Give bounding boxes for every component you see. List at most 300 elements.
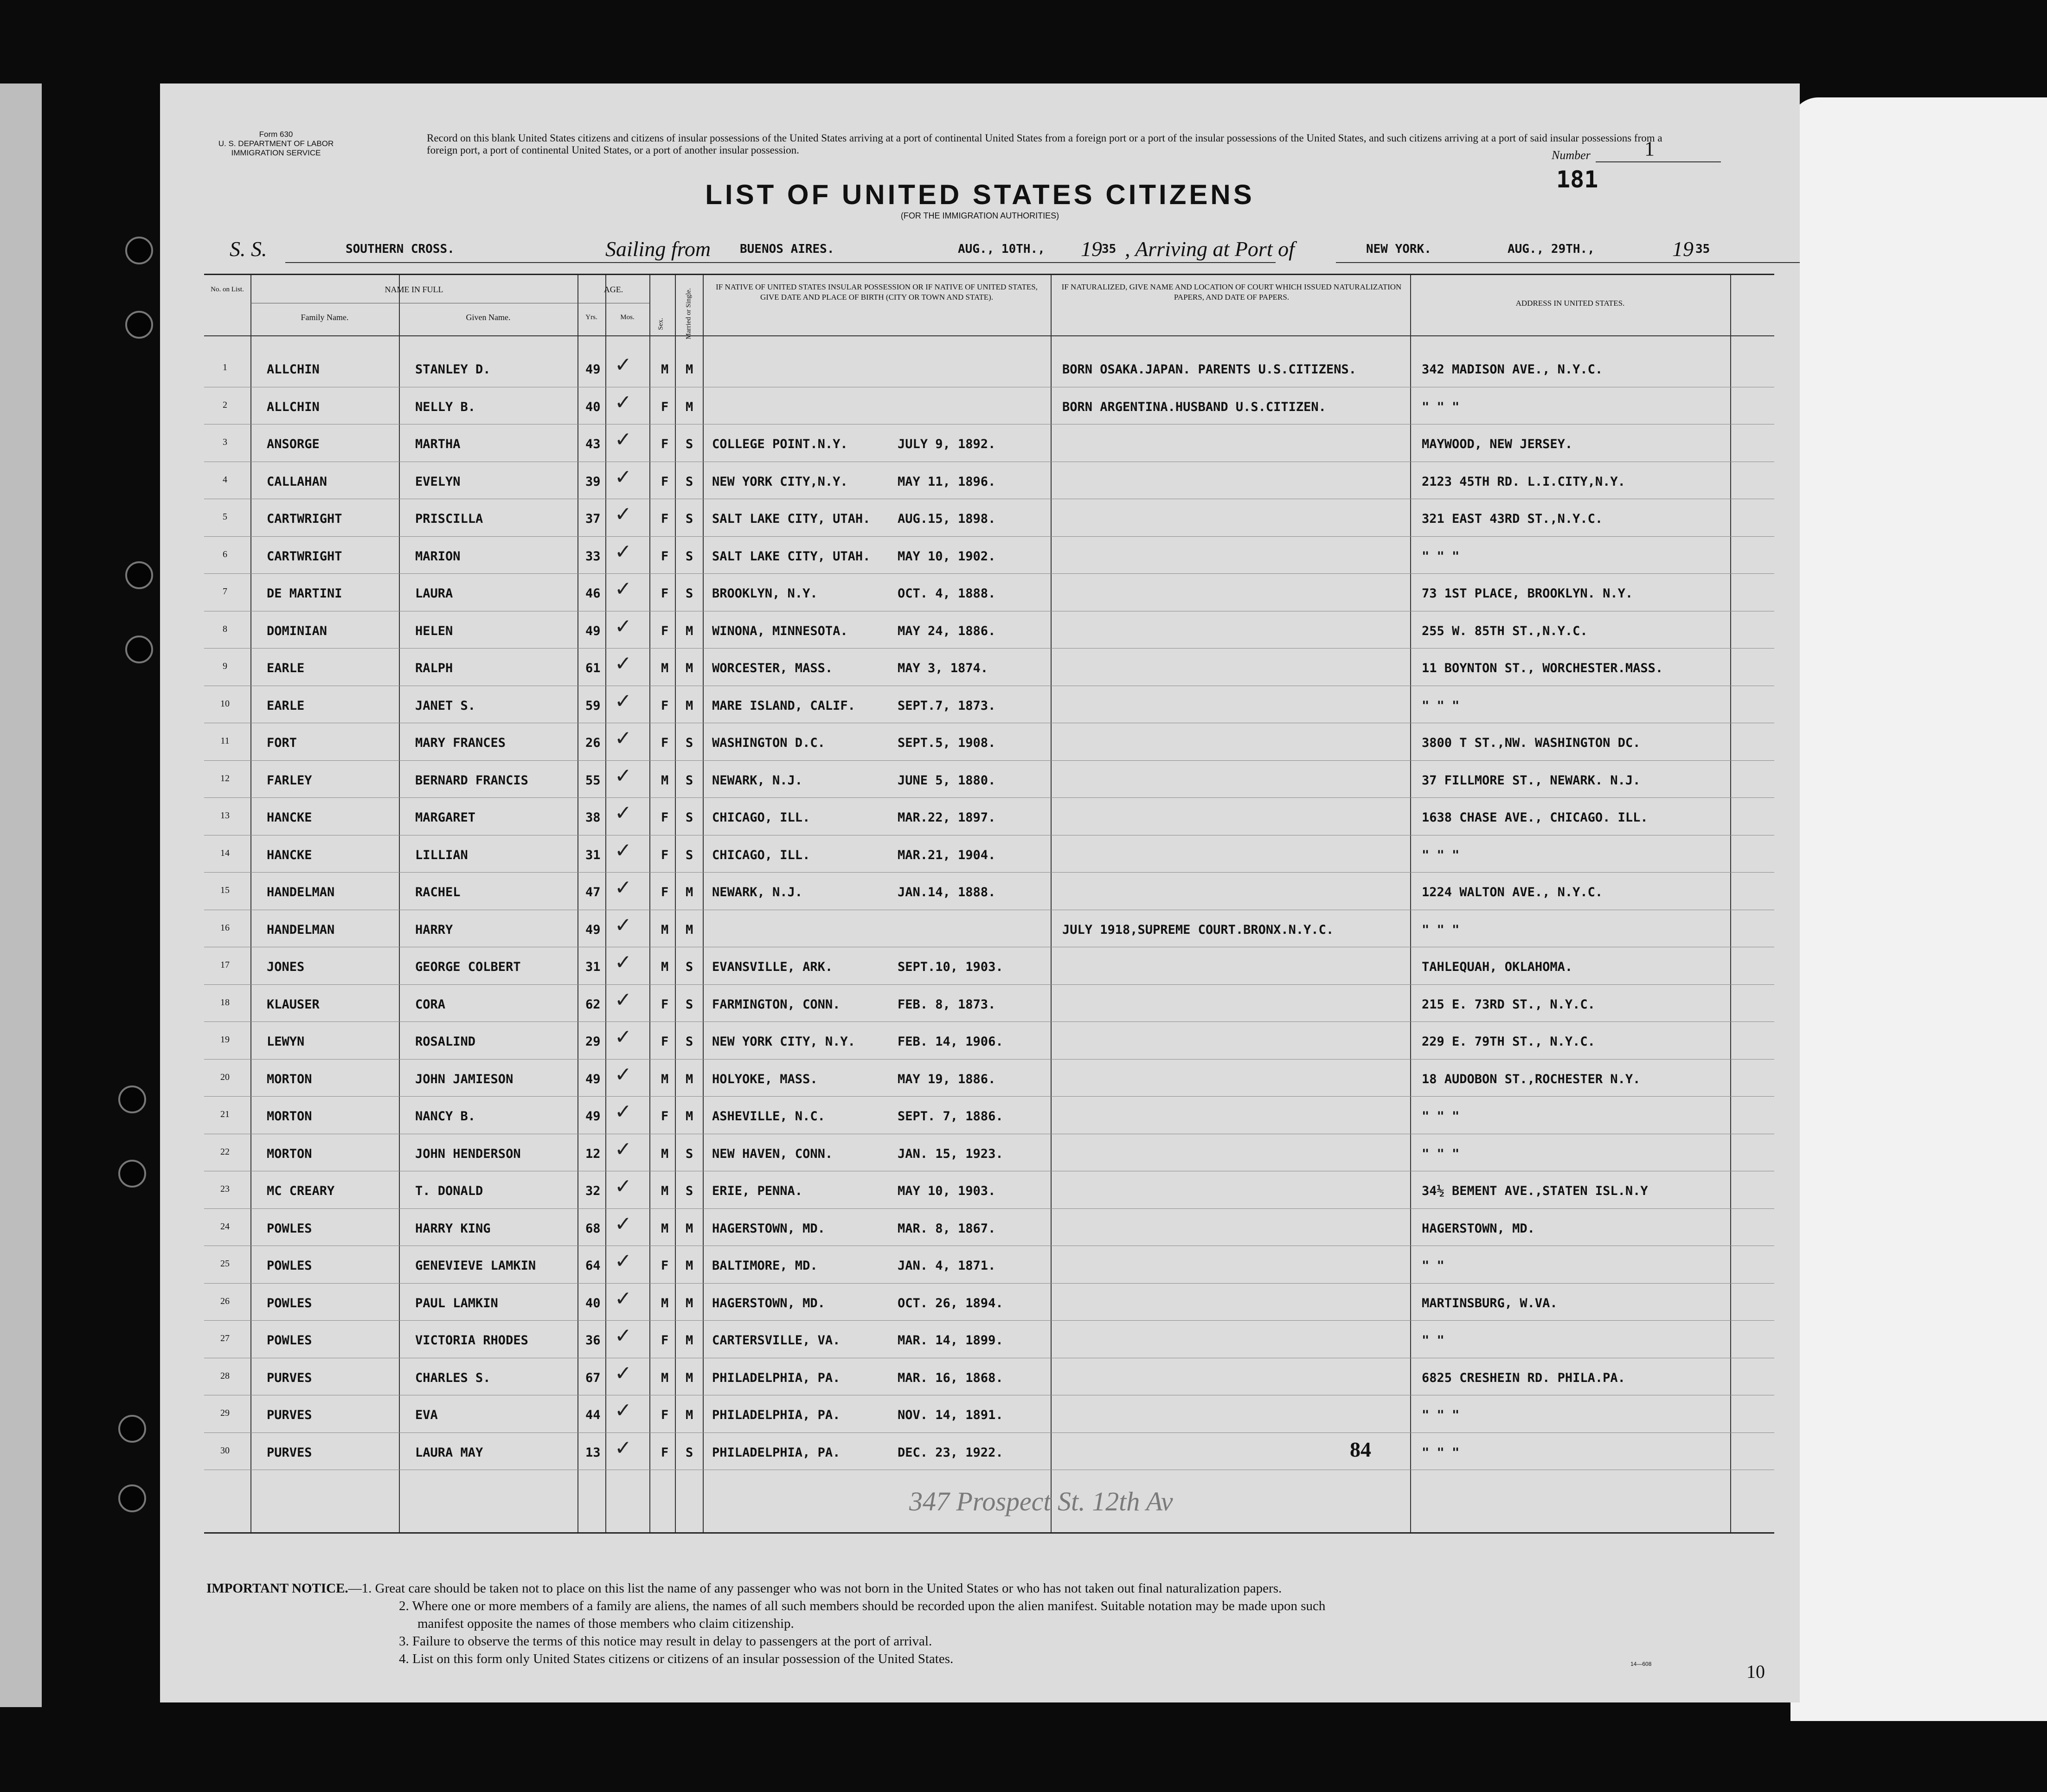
table-row (204, 611, 1774, 648)
given-name: GEORGE COLBERT (415, 960, 521, 974)
age-years: 13 (585, 1445, 601, 1460)
birth-date: OCT. 4, 1888. (898, 586, 996, 601)
age-years: 61 (585, 661, 601, 675)
notice-item: —1. Great care should be taken not to place on this list the name of any passenger who was not born in the United States or who has not taken out final naturalization papers. (348, 1581, 1282, 1596)
row-number: 17 (220, 960, 230, 970)
check-mark-icon: ✓ (615, 652, 632, 675)
header-age: AGE. (603, 285, 623, 294)
us-address: " " " (1422, 1408, 1460, 1422)
age-years: 62 (585, 997, 601, 1012)
us-address: " " " (1422, 698, 1460, 713)
handwritten-number: 84 (1350, 1438, 1371, 1461)
row-number: 6 (223, 549, 227, 559)
sex: F (661, 997, 669, 1012)
facing-page (1790, 97, 2047, 1721)
age-years: 68 (585, 1221, 601, 1236)
given-name: PAUL LAMKIN (415, 1296, 498, 1310)
family-name: CALLAHAN (267, 474, 327, 489)
header-yrs: Yrs. (585, 314, 597, 321)
table-row (204, 1059, 1774, 1096)
birth-date: SEPT.10, 1903. (898, 960, 1003, 974)
table-row (204, 462, 1774, 499)
given-name: GENEVIEVE LAMKIN (415, 1259, 536, 1273)
check-mark-icon: ✓ (615, 1361, 632, 1385)
row-number: 29 (220, 1408, 230, 1418)
age-years: 64 (585, 1259, 601, 1273)
us-address: 342 MADISON AVE., N.Y.C. (1422, 362, 1603, 377)
birth-date: OCT. 26, 1894. (898, 1296, 1003, 1310)
sex: M (661, 1296, 669, 1310)
row-number: 13 (220, 810, 230, 821)
birth-date: SEPT.7, 1873. (898, 698, 996, 713)
marital-status: S (686, 586, 693, 601)
row-number: 7 (223, 586, 227, 597)
sailing-label: Sailing from (605, 237, 711, 261)
us-address: " " (1422, 1259, 1444, 1273)
form-number: Form 630 (259, 130, 293, 139)
age-years: 31 (585, 848, 601, 862)
birth-place: HAGERSTOWN, MD. (712, 1221, 825, 1236)
marital-status: M (686, 1296, 693, 1310)
family-name: FORT (267, 736, 297, 750)
table-row (204, 536, 1774, 573)
age-years: 67 (585, 1370, 601, 1385)
us-address: 3800 T ST.,NW. WASHINGTON DC. (1422, 736, 1641, 750)
us-address: 1638 CHASE AVE., CHICAGO. ILL. (1422, 810, 1648, 825)
marital-status: S (686, 810, 693, 825)
family-name: MC CREARY (267, 1184, 335, 1198)
binder-hole (118, 1085, 146, 1113)
birth-place: CARTERSVILLE, VA. (712, 1333, 841, 1348)
us-address: 73 1ST PLACE, BROOKLYN. N.Y. (1422, 586, 1633, 601)
table-row (204, 387, 1774, 424)
birth-place: ERIE, PENNA. (712, 1184, 803, 1198)
check-mark-icon: ✓ (615, 1137, 632, 1161)
marital-status: S (686, 512, 693, 526)
family-name: POWLES (267, 1259, 312, 1273)
row-number: 2 (223, 399, 227, 410)
header-naturalized: IF NATURALIZED, GIVE NAME AND LOCATION OF COURT WHICH ISSUED NATURALIZATION PAPERS, AND DATE OF PAPERS. (1061, 283, 1402, 302)
marital-status: S (686, 474, 693, 489)
age-years: 32 (585, 1184, 601, 1198)
us-address: TAHLEQUAH, OKLAHOMA. (1422, 960, 1573, 974)
given-name: T. DONALD (415, 1184, 483, 1198)
notice-item: manifest opposite the names of those members who claim citizenship. (417, 1616, 794, 1631)
number-line (1596, 161, 1721, 162)
table-row (204, 1208, 1774, 1246)
birth-place: NEW YORK CITY, N.Y. (712, 1034, 855, 1049)
table-row (204, 797, 1774, 835)
row-number: 15 (220, 885, 230, 895)
check-mark-icon: ✓ (615, 1436, 632, 1460)
departure-date: AUG., 10TH., (958, 242, 1045, 256)
departure-year: 35 (1102, 242, 1117, 256)
row-number: 26 (220, 1296, 230, 1306)
departure-underline (728, 262, 1276, 263)
age-years: 38 (585, 810, 601, 825)
number-label: Number (1552, 148, 1591, 162)
given-name: MARTHA (415, 437, 461, 451)
birth-place: COLLEGE POINT.N.Y. (712, 437, 848, 451)
row-number: 16 (220, 922, 230, 933)
given-name: BERNARD FRANCIS (415, 773, 528, 788)
row-number: 19 (220, 1034, 230, 1045)
birth-date: SEPT.5, 1908. (898, 736, 996, 750)
naturalization-info: BORN ARGENTINA.HUSBAND U.S.CITIZEN. (1062, 399, 1326, 414)
given-name: LAURA (415, 586, 453, 601)
family-name: DOMINIAN (267, 623, 327, 638)
row-number: 10 (220, 698, 230, 709)
birth-place: BROOKLYN, N.Y. (712, 586, 818, 601)
us-address: " " " (1422, 1445, 1460, 1460)
ss-label: S. S. (230, 237, 267, 261)
birth-place: CHICAGO, ILL. (712, 810, 810, 825)
row-number: 3 (223, 437, 227, 447)
marital-status: M (686, 698, 693, 713)
marital-status: M (686, 885, 693, 899)
manifest-sheet (160, 83, 1800, 1702)
row-number: 12 (220, 773, 230, 784)
us-address: " " " (1422, 1109, 1460, 1124)
sex: F (661, 848, 669, 862)
table-row (204, 1246, 1774, 1283)
table-row (204, 1096, 1774, 1133)
us-address: MAYWOOD, NEW JERSEY. (1422, 437, 1573, 451)
check-mark-icon: ✓ (615, 1025, 632, 1049)
header-given-name: Given Name. (466, 313, 511, 322)
marital-status: M (686, 1333, 693, 1348)
binder-hole (125, 311, 153, 339)
birth-place: EVANSVILLE, ARK. (712, 960, 833, 974)
us-address: 229 E. 79TH ST., N.Y.C. (1422, 1034, 1595, 1049)
service-name: IMMIGRATION SERVICE (231, 148, 321, 157)
form-identifier (188, 130, 364, 158)
check-mark-icon: ✓ (615, 689, 632, 713)
sex: M (661, 922, 669, 937)
sex: M (661, 1370, 669, 1385)
header-address: ADDRESS IN UNITED STATES. (1515, 299, 1625, 308)
family-name: POWLES (267, 1333, 312, 1348)
us-address: " " " (1422, 1146, 1460, 1161)
check-mark-icon: ✓ (615, 1324, 632, 1348)
birth-date: MAY 24, 1886. (898, 623, 996, 638)
naturalization-info: BORN OSAKA.JAPAN. PARENTS U.S.CITIZENS. (1062, 362, 1356, 377)
family-name: KLAUSER (267, 997, 320, 1012)
arrival-port: NEW YORK. (1366, 242, 1431, 256)
row-number: 30 (220, 1445, 230, 1456)
marital-status: S (686, 1034, 693, 1049)
check-mark-icon: ✓ (615, 951, 632, 974)
family-name: MORTON (267, 1072, 312, 1086)
check-mark-icon: ✓ (615, 1062, 632, 1086)
us-address: 6825 CRESHEIN RD. PHILA.PA. (1422, 1370, 1625, 1385)
row-number: 27 (220, 1333, 230, 1343)
naturalization-info: JULY 1918,SUPREME COURT.BRONX.N.Y.C. (1062, 922, 1334, 937)
age-years: 43 (585, 437, 601, 451)
family-name: CARTWRIGHT (267, 512, 342, 526)
check-mark-icon: ✓ (615, 1286, 632, 1310)
family-name: JONES (267, 960, 305, 974)
given-name: MARGARET (415, 810, 476, 825)
binder-hole (118, 1415, 146, 1443)
form-code: 14—608 (1630, 1661, 1652, 1667)
given-name: LILLIAN (415, 848, 468, 862)
sex: F (661, 736, 669, 750)
row-number: 5 (223, 512, 227, 522)
birth-place: SALT LAKE CITY, UTAH. (712, 512, 871, 526)
birth-date: AUG.15, 1898. (898, 512, 996, 526)
number-value: 1 (1644, 137, 1655, 160)
birth-date: MAY 10, 1903. (898, 1184, 996, 1198)
us-address: " " (1422, 1333, 1444, 1348)
check-mark-icon: ✓ (615, 577, 632, 601)
sex: F (661, 399, 669, 414)
sex: M (661, 1221, 669, 1236)
family-name: FARLEY (267, 773, 312, 788)
marital-status: S (686, 848, 693, 862)
age-years: 29 (585, 1034, 601, 1049)
family-name: HANDELMAN (267, 885, 335, 899)
given-name: MARION (415, 549, 461, 564)
sex: F (661, 474, 669, 489)
sex: F (661, 1445, 669, 1460)
check-mark-icon: ✓ (615, 876, 632, 899)
row-number: 1 (223, 362, 227, 373)
sex: M (661, 1072, 669, 1086)
birth-date: MAR.21, 1904. (898, 848, 996, 862)
family-name: HANCKE (267, 848, 312, 862)
table-row (204, 1320, 1774, 1357)
us-address: 255 W. 85TH ST.,N.Y.C. (1422, 623, 1588, 638)
family-name: POWLES (267, 1221, 312, 1236)
table-row (204, 910, 1774, 947)
birth-date: JAN. 4, 1871. (898, 1259, 996, 1273)
table-row (204, 872, 1774, 909)
row-number: 25 (220, 1259, 230, 1269)
birth-date: MAR. 14, 1899. (898, 1333, 1003, 1348)
given-name: PRISCILLA (415, 512, 483, 526)
birth-place: SALT LAKE CITY, UTAH. (712, 549, 871, 564)
check-mark-icon: ✓ (615, 390, 632, 414)
form-instructions: Record on this blank United States citizens and citizens of insular possessions of the United States arriving at a port of continental United States from a foreign port or a port of the insular possessions of the United States, and such citizens arriving at a port of said insular possessions from a foreign port, a port of continental United States, or a port of another insular possession. (427, 132, 1662, 156)
ship-name: SOUTHERN CROSS. (346, 242, 455, 256)
birth-place: HAGERSTOWN, MD. (712, 1296, 825, 1310)
family-name: ALLCHIN (267, 362, 320, 377)
table-row (204, 1432, 1774, 1470)
given-name: STANLEY D. (415, 362, 491, 377)
birth-place: HOLYOKE, MASS. (712, 1072, 818, 1086)
table-row (204, 1395, 1774, 1432)
family-name: LEWYN (267, 1034, 305, 1049)
family-name: MORTON (267, 1109, 312, 1124)
check-mark-icon: ✓ (615, 1212, 632, 1236)
marital-status: M (686, 1408, 693, 1422)
birth-place: WINONA, MINNESOTA. (712, 623, 848, 638)
birth-place: PHILADELPHIA, PA. (712, 1370, 841, 1385)
birth-date: FEB. 14, 1906. (898, 1034, 1003, 1049)
birth-date: FEB. 8, 1873. (898, 997, 996, 1012)
given-name: JOHN JAMIESON (415, 1072, 513, 1086)
marital-status: S (686, 736, 693, 750)
table-row (204, 760, 1774, 797)
given-name: JOHN HENDERSON (415, 1146, 521, 1161)
birth-date: JULY 9, 1892. (898, 437, 996, 451)
family-name: ANSORGE (267, 437, 320, 451)
family-name: MORTON (267, 1146, 312, 1161)
sex: M (661, 1184, 669, 1198)
age-years: 40 (585, 399, 601, 414)
age-years: 36 (585, 1333, 601, 1348)
marital-status: M (686, 362, 693, 377)
birth-date: MAY 10, 1902. (898, 549, 996, 564)
given-name: HARRY (415, 922, 453, 937)
birth-place: WORCESTER, MASS. (712, 661, 833, 675)
age-years: 49 (585, 1109, 601, 1124)
marital-status: S (686, 1445, 693, 1460)
sex: F (661, 1034, 669, 1049)
table-row (204, 1171, 1774, 1208)
check-mark-icon: ✓ (615, 801, 632, 825)
age-years: 37 (585, 512, 601, 526)
given-name: MARY FRANCES (415, 736, 506, 750)
table-row (204, 424, 1774, 461)
birth-date: SEPT. 7, 1886. (898, 1109, 1003, 1124)
passenger-table (204, 274, 1774, 1534)
family-name: PURVES (267, 1408, 312, 1422)
age-years: 59 (585, 698, 601, 713)
sex: F (661, 549, 669, 564)
us-address: " " " (1422, 549, 1460, 564)
birth-date: MAY 11, 1896. (898, 474, 996, 489)
given-name: VICTORIA RHODES (415, 1333, 528, 1348)
age-years: 39 (585, 474, 601, 489)
marital-status: M (686, 1370, 693, 1385)
birth-date: DEC. 23, 1922. (898, 1445, 1003, 1460)
age-years: 49 (585, 623, 601, 638)
sex: F (661, 885, 669, 899)
family-name: HANDELMAN (267, 922, 335, 937)
header-no-on-list: No. on List. (211, 286, 244, 293)
age-years: 47 (585, 885, 601, 899)
family-name: PURVES (267, 1370, 312, 1385)
given-name: NELLY B. (415, 399, 476, 414)
binder-hole (118, 1160, 146, 1188)
sex: F (661, 1109, 669, 1124)
check-mark-icon: ✓ (615, 428, 632, 451)
given-name: LAURA MAY (415, 1445, 483, 1460)
sex: F (661, 512, 669, 526)
check-mark-icon: ✓ (615, 913, 632, 937)
given-name: HELEN (415, 623, 453, 638)
previous-page-edge (0, 83, 42, 1707)
given-name: RACHEL (415, 885, 461, 899)
marital-status: M (686, 1221, 693, 1236)
row-number: 4 (223, 474, 227, 485)
marital-status: S (686, 549, 693, 564)
row-number: 28 (220, 1370, 230, 1381)
header-mos: Mos. (620, 314, 635, 321)
birth-place: ASHEVILLE, N.C. (712, 1109, 825, 1124)
given-name: CORA (415, 997, 446, 1012)
row-number: 11 (220, 736, 230, 746)
birth-place: CHICAGO, ILL. (712, 848, 810, 862)
birth-place: NEWARK, N.J. (712, 885, 803, 899)
check-mark-icon: ✓ (615, 1399, 632, 1422)
given-name: RALPH (415, 661, 453, 675)
age-years: 31 (585, 960, 601, 974)
table-row (204, 947, 1774, 984)
notice-item: 2. Where one or more members of a family are aliens, the names of all such members should be recorded upon the alien manifest. Suitable notation may be made upon such (399, 1599, 1326, 1613)
handwritten-note: 347 Prospect St. 12th Av (909, 1486, 1173, 1516)
family-name: DE MARTINI (267, 586, 342, 601)
sex: F (661, 1408, 669, 1422)
marital-status: M (686, 1259, 693, 1273)
marital-status: S (686, 1146, 693, 1161)
sex: M (661, 960, 669, 974)
binder-hole (125, 636, 153, 663)
arriving-label: , Arriving at Port of (1125, 237, 1295, 261)
age-years: 40 (585, 1296, 601, 1310)
birth-place: NEWARK, N.J. (712, 773, 803, 788)
sex: F (661, 437, 669, 451)
header-family-name: Family Name. (301, 313, 349, 322)
binder-hole (125, 561, 153, 589)
check-mark-icon: ✓ (615, 1249, 632, 1273)
notice-item: 4. List on this form only United States citizens or citizens of an insular possession of the United States. (399, 1651, 954, 1666)
birth-place: MARE ISLAND, CALIF. (712, 698, 855, 713)
age-years: 33 (585, 549, 601, 564)
family-name: CARTWRIGHT (267, 549, 342, 564)
sex: F (661, 586, 669, 601)
table-row (204, 1134, 1774, 1171)
marital-status: S (686, 960, 693, 974)
check-mark-icon: ✓ (615, 614, 632, 638)
us-address: 1224 WALTON AVE., N.Y.C. (1422, 885, 1603, 899)
check-mark-icon: ✓ (615, 1175, 632, 1198)
family-name: POWLES (267, 1296, 312, 1310)
age-years: 12 (585, 1146, 601, 1161)
marital-status: M (686, 399, 693, 414)
marital-status: M (686, 922, 693, 937)
row-number: 22 (220, 1146, 230, 1157)
sex: M (661, 773, 669, 788)
given-name: EVELYN (415, 474, 461, 489)
arrival-year: 35 (1695, 242, 1710, 256)
check-mark-icon: ✓ (615, 1100, 632, 1124)
given-name: ROSALIND (415, 1034, 476, 1049)
us-address: 11 BOYNTON ST., WORCHESTER.MASS. (1422, 661, 1663, 675)
sex: F (661, 810, 669, 825)
table-row (204, 499, 1774, 536)
us-address: " " " (1422, 399, 1460, 414)
birth-place: BALTIMORE, MD. (712, 1259, 818, 1273)
us-address: 18 AUDOBON ST.,ROCHESTER N.Y. (1422, 1072, 1641, 1086)
check-mark-icon: ✓ (615, 838, 632, 862)
binder-hole (125, 237, 153, 264)
birth-date: JAN.14, 1888. (898, 885, 996, 899)
binder-hole (118, 1484, 146, 1512)
table-row (204, 1283, 1774, 1320)
ship-underline (285, 262, 731, 263)
birth-place: NEW YORK CITY,N.Y. (712, 474, 848, 489)
birth-date: MAY 19, 1886. (898, 1072, 996, 1086)
us-address: 34½ BEMENT AVE.,STATEN ISL.N.Y (1422, 1184, 1648, 1198)
age-years: 49 (585, 362, 601, 377)
marital-status: S (686, 437, 693, 451)
us-address: 321 EAST 43RD ST.,N.Y.C. (1422, 512, 1603, 526)
birth-date: MAR. 16, 1868. (898, 1370, 1003, 1385)
arrival-underline (1336, 262, 1800, 263)
